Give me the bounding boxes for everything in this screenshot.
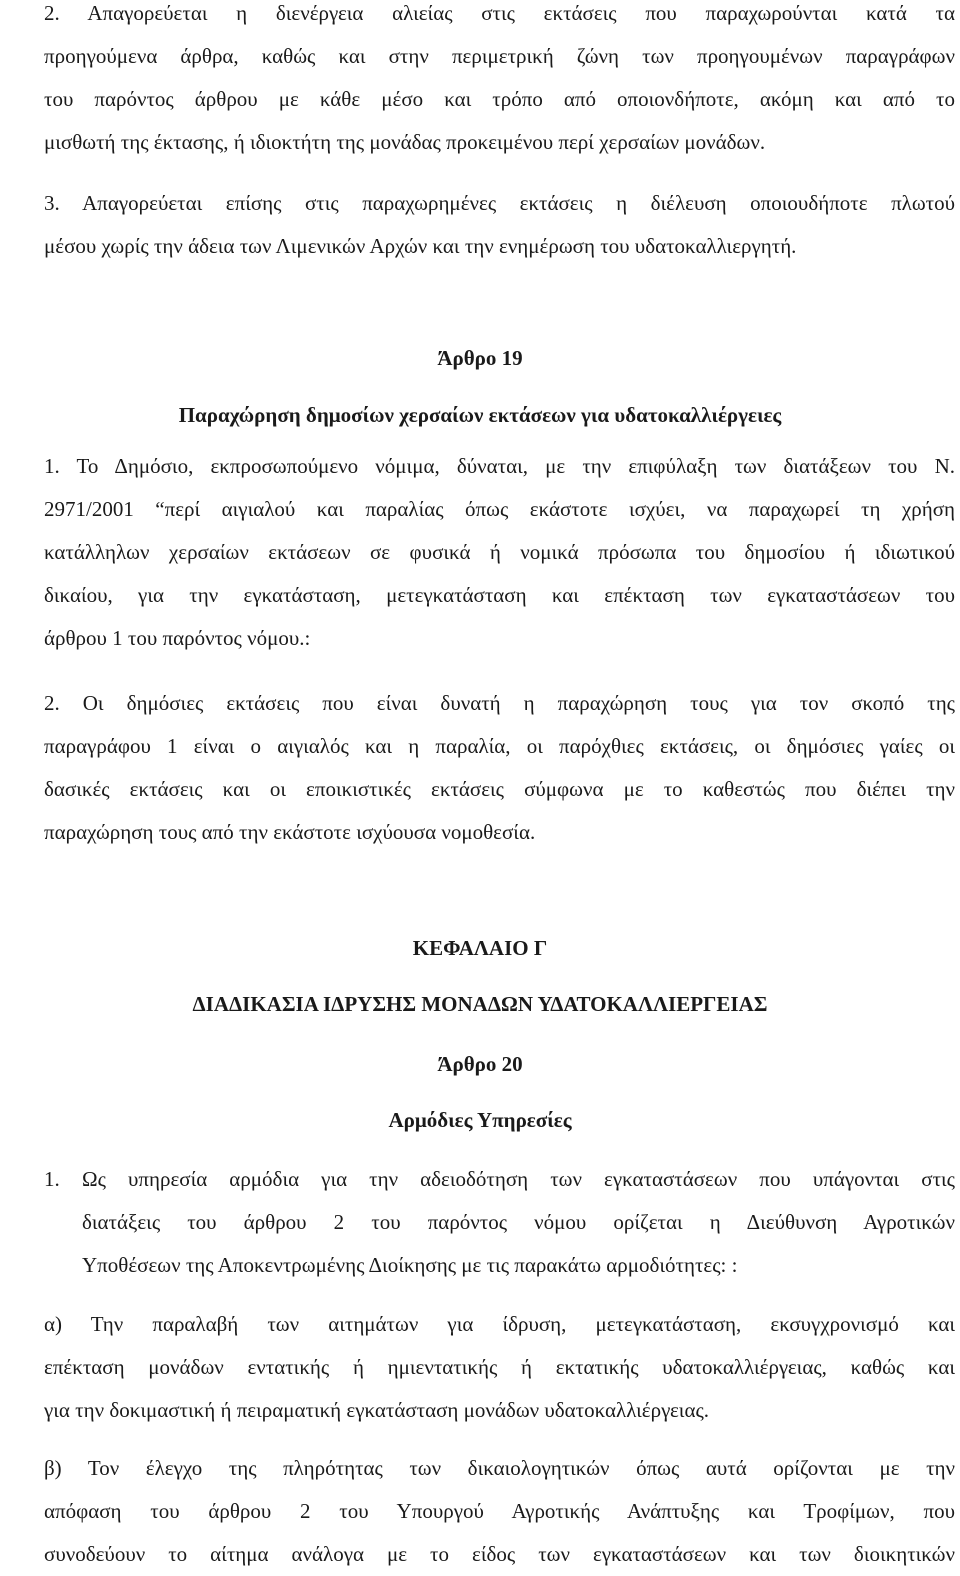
text-line: απόφαση του άρθρου 2 του Υπουργού Αγροτικής Ανάπτυξης και Τροφίμων, που [44,1499,955,1523]
text-line: 1. Το Δημόσιο, εκπροσωπούμενο νόμιμα, δύναται, με την επιφύλαξη των διατάξεων του Ν. [44,454,955,478]
paragraph-number: 2. [44,1,60,25]
article-20-item-b [44,1447,955,1576]
article-19-paragraph-2 [44,682,955,854]
paragraph-number: 3. [44,191,60,215]
text-line: Υποθέσεων της Αποκεντρωμένης Διοίκησης με τις παρακάτω αρμοδιότητες: : [82,1253,738,1277]
article-20-item-a [44,1303,955,1432]
paragraph-number: 1. [44,1167,60,1191]
text-line: δασικές εκτάσεις και οι εποικιστικές εκτάσεις σύμφωνα με το καθεστώς που διέπει την [44,777,955,801]
text-line: 2. Οι δημόσιες εκτάσεις που είναι δυνατή η παραχώρηση τους για τον σκοπό της [44,691,955,715]
text-line: α) Την παραλαβή των αιτημάτων για ίδρυση, μετεγκατάσταση, εκσυγχρονισμό και [44,1312,955,1336]
article-20-paragraph-1 [44,1158,955,1287]
article-20-title: Αρμόδιες Υπηρεσίες [388,1108,572,1132]
chapter-title: ΔΙΑΔΙΚΑΣΙΑ ΙΔΡΥΣΗΣ ΜΟΝΑΔΩΝ ΥΔΑΤΟΚΑΛΛΙΕΡΓΕΙΑΣ [192,992,768,1016]
text-line: 3. Απαγορεύεται επίσης στις παραχωρημένες εκτάσεις η διέλευση οποιουδήποτε πλωτού [44,191,956,215]
article-20-heading: Άρθρο 20 [437,1052,523,1076]
paragraph-2 [44,0,955,164]
text-line: συνοδεύουν το αίτημα ανάλογα με το είδος των εγκαταστάσεων και των διοικητικών [44,1542,955,1566]
text-line: παραχώρηση τους από την εκάστοτε ισχύουσα νομοθεσία. [44,820,536,844]
chapter-heading: ΚΕΦΑΛΑΙΟ Γ [412,936,548,960]
paragraph-number: 2. [44,691,60,715]
paragraph-number: 1. [44,454,60,478]
text-line: μισθωτή της έκτασης, ή ιδιοκτήτη της μονάδας προκειμένου περί χερσαίων μονάδων. [44,130,766,154]
text-line: 2971/2001 “περί αιγιαλού και παραλίας όπως εκάστοτε ισχύει, να παραχωρεί τη χρήση [44,497,955,521]
text-line: Ως υπηρεσία αρμόδια για την αδειοδότηση των εγκαταστάσεων που υπάγονται στις [82,1167,955,1191]
paragraph-3 [44,182,955,268]
text-line: του παρόντος άρθρου με κάθε μέσο και τρόπο από οποιονδήποτε, ακόμη και από το [44,87,955,111]
text-line: προηγούμενα άρθρα, καθώς και στην περιμετρική ζώνη των προηγουμένων παραγράφων [44,44,955,68]
text-line: 2. Απαγορεύεται η διενέργεια αλιείας στις εκτάσεις που παραχωρούνται κατά τα [44,1,955,25]
text-line: κατάλληλων χερσαίων εκτάσεων σε φυσικά ή νομικά πρόσωπα του δημοσίου ή ιδιωτικού [44,540,955,564]
text-line: επέκταση μονάδων εντατικής ή ημιεντατικής ή εκτατικής υδατοκαλλιέργειας, καθώς και [44,1355,955,1379]
text-line: διατάξεις του άρθρου 2 του παρόντος νόμου ορίζεται η Διεύθυνση Αγροτικών [82,1210,955,1234]
text-line: δικαίου, για την εγκατάσταση, μετεγκατάσταση και επέκταση των εγκαταστάσεων του [44,583,955,607]
article-19-paragraph-1 [44,445,955,660]
text-line: άρθρου 1 του παρόντος νόμου.: [44,626,311,650]
article-19-heading: Άρθρο 19 [437,346,523,370]
text-line: μέσου χωρίς την άδεια των Λιμενικών Αρχών και την ενημέρωση του υδατοκαλλιεργητή. [44,234,797,258]
text-line: παραγράφου 1 είναι ο αιγιαλός και η παραλία, οι παρόχθιες εκτάσεις, οι δημόσιες γαίες οι [44,734,955,758]
article-19-title: Παραχώρηση δημοσίων χερσαίων εκτάσεων για υδατοκαλλιέργειες [178,403,782,427]
text-line: για την δοκιμαστική ή πειραματική εγκατάσταση μονάδων υδατοκαλλιέργειας. [44,1398,710,1422]
text-line: β) Τον έλεγχο της πληρότητας των δικαιολογητικών όπως αυτά ορίζονται με την [44,1456,955,1480]
